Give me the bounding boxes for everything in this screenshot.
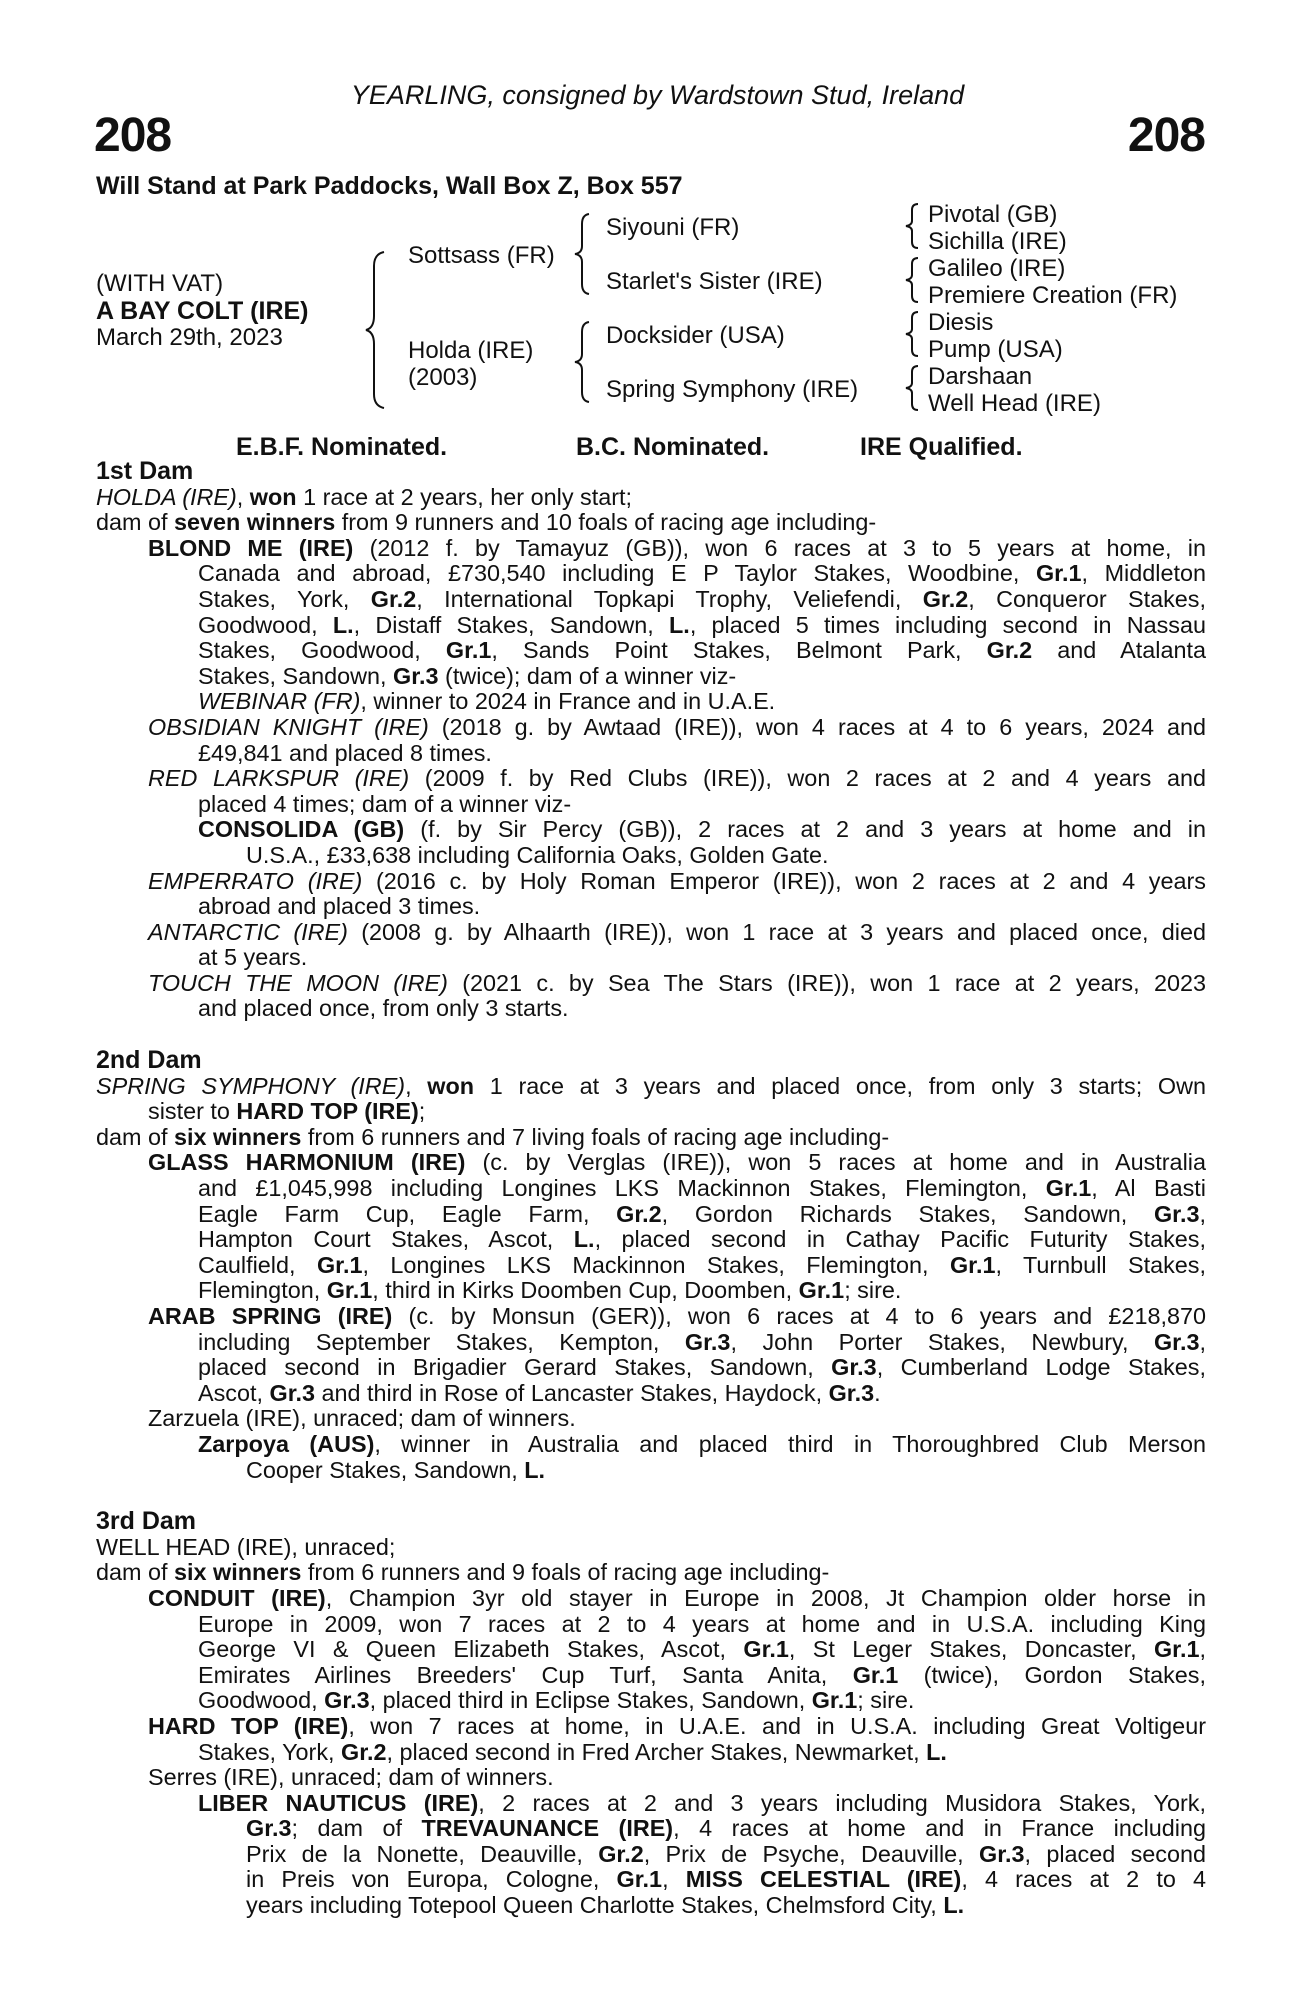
produce-entry-cont: Stakes, York, Gr.2, International Topkapi Trophy, Veliefendi, Gr.2, Conqueror Stakes, — [198, 586, 1206, 612]
produce-entry-cont: WEBINAR (FR), winner to 2024 in France and in U.A.E. — [198, 688, 776, 715]
produce-entry-cont: Stakes, York, Gr.2, placed second in Fred Archer Stakes, Newmarket, L. — [198, 1738, 947, 1765]
horse-name: A BAY COLT (IRE) — [96, 297, 309, 325]
produce-entry-cont: U.S.A., £33,638 including California Oaks, Golden Gate. — [246, 841, 829, 868]
brace-icon — [904, 256, 920, 304]
g3-name: Sichilla (IRE) — [928, 228, 1067, 255]
sire-name: Sottsass (FR) — [408, 242, 555, 269]
produce-entry-cont: Stakes, Goodwood, Gr.1, Sands Point Stakes, Belmont Park, Gr.2 and Atalanta — [198, 638, 1206, 664]
produce-entry-cont: abroad and placed 3 times. — [198, 893, 481, 920]
produce-entry-cont: Ascot, Gr.3 and third in Rose of Lancaster Stakes, Haydock, Gr.3. — [198, 1379, 881, 1406]
horse-dob: March 29th, 2023 — [96, 324, 283, 351]
produce-entry: Zarpoya (AUS), winner in Australia and placed third in Thoroughbred Club Merson — [198, 1431, 1206, 1457]
lot-number-left: 208 — [94, 109, 172, 162]
produce-entry: OBSIDIAN KNIGHT (IRE) (2018 g. by Awtaad (IRE)), won 4 races at 4 to 6 years, 2024 and — [148, 714, 1206, 740]
produce-entry-cont: £49,841 and placed 8 times. — [198, 739, 492, 766]
produce-entry-cont: Stakes, Sandown, Gr.3 (twice); dam of a winner viz- — [198, 662, 737, 689]
produce-entry: BLOND ME (IRE) (2012 f. by Tamayuz (GB)), won 6 races at 3 to 5 years at home, in — [148, 535, 1206, 561]
dam-year: (2003) — [408, 364, 478, 391]
produce-entry-cont: Goodwood, L., Distaff Stakes, Sandown, L., placed 5 times including second in Nassau — [198, 612, 1206, 638]
sire-sire-name: Siyouni (FR) — [606, 214, 740, 241]
sire-dam-name: Starlet's Sister (IRE) — [606, 268, 823, 295]
produce-entry: EMPERRATO (IRE) (2016 c. by Holy Roman Emperor (IRE)), won 2 races at 2 and 4 years — [148, 868, 1206, 894]
page-subtitle: YEARLING, consigned by Wardstown Stud, Ireland — [350, 80, 965, 110]
g3-name: Pivotal (GB) — [928, 201, 1058, 228]
second-dam-heading: 2nd Dam — [96, 1046, 202, 1075]
produce-entry: CONSOLIDA (GB) (f. by Sir Percy (GB)), 2 races at 2 and 3 years at home and in — [198, 817, 1206, 843]
g3-name: Galileo (IRE) — [928, 255, 1066, 282]
dam-name: Holda (IRE) — [408, 337, 534, 364]
produce-entry: RED LARKSPUR (IRE) (2009 f. by Red Clubs (IRE)), won 2 races at 2 and 4 years and — [148, 766, 1206, 792]
dam-dam-name: Spring Symphony (IRE) — [606, 376, 859, 403]
g3-name: Premiere Creation (FR) — [928, 282, 1178, 309]
second-dam-entry: SPRING SYMPHONY (IRE), won 1 race at 3 years and placed once, from only 3 starts; Own — [96, 1073, 1206, 1099]
produce-entry-cont: George VI & Queen Elizabeth Stakes, Ascot, Gr.1, St Leger Stakes, Doncaster, Gr.1, — [198, 1637, 1206, 1663]
produce-entry-cont: in Preis von Europa, Cologne, Gr.1, MISS CELESTIAL (IRE), 4 races at 2 to 4 — [246, 1867, 1206, 1893]
produce-entry-cont: Goodwood, Gr.3, placed third in Eclipse Stakes, Sandown, Gr.1; sire. — [198, 1687, 915, 1714]
brace-icon — [572, 212, 592, 296]
brace-icon — [904, 310, 920, 358]
produce-entry-cont: Canada and abroad, £730,540 including E P Taylor Stakes, Woodbine, Gr.1, Middleton — [198, 561, 1206, 587]
produce-entry-cont: Prix de la Nonette, Deauville, Gr.2, Prix de Psyche, Deauville, Gr.3, placed second — [246, 1841, 1206, 1867]
bc-nomination: B.C. Nominated. — [576, 433, 770, 461]
produce-entry-cont: placed 4 times; dam of a winner viz- — [198, 790, 572, 817]
g3-name: Darshaan — [928, 363, 1033, 390]
produce-entry-cont: Europe in 2009, won 7 races at 2 to 4 years at home and in U.S.A. including King — [198, 1611, 1206, 1637]
dam-sire-name: Docksider (USA) — [606, 322, 785, 349]
ire-qualified: IRE Qualified. — [860, 433, 1023, 461]
stand-location: Will Stand at Park Paddocks, Wall Box Z, Box 557 — [96, 172, 683, 200]
produce-entry-cont: placed second in Brigadier Gerard Stakes, Sandown, Gr.3, Cumberland Lodge Stakes, — [198, 1355, 1206, 1381]
produce-entry: Serres (IRE), unraced; dam of winners. — [148, 1764, 554, 1791]
ebf-nomination: E.B.F. Nominated. — [236, 433, 448, 461]
second-dam-entry-cont: sister to HARD TOP (IRE); — [148, 1098, 426, 1125]
produce-entry: Zarzuela (IRE), unraced; dam of winners. — [148, 1405, 576, 1432]
g3-name: Diesis — [928, 309, 994, 336]
produce-entry-cont: Cooper Stakes, Sandown, L. — [246, 1456, 546, 1483]
lot-number-right: 208 — [1127, 109, 1205, 162]
produce-entry-cont: Hampton Court Stakes, Ascot, L., placed second in Cathay Pacific Futurity Stakes, — [198, 1227, 1206, 1253]
produce-entry-cont: Eagle Farm Cup, Eagle Farm, Gr.2, Gordon Richards Stakes, Sandown, Gr.3, — [198, 1201, 1206, 1227]
produce-entry: GLASS HARMONIUM (IRE) (c. by Verglas (IRE)), won 5 races at home and in Australia — [148, 1150, 1206, 1176]
produce-entry-cont: Gr.3; dam of TREVAUNANCE (IRE), 4 races at home and in France including — [246, 1816, 1206, 1842]
produce-entry: ARAB SPRING (IRE) (c. by Monsun (GER)), won 6 races at 4 to 6 years and £218,870 — [148, 1304, 1206, 1329]
third-dam-entry: WELL HEAD (IRE), unraced; — [96, 1533, 396, 1560]
third-dam-summary: dam of six winners from 6 runners and 9 foals of racing age including- — [96, 1559, 830, 1586]
produce-entry: TOUCH THE MOON (IRE) (2021 c. by Sea The Stars (IRE)), won 1 race at 2 years, 2023 — [148, 970, 1206, 996]
produce-entry: CONDUIT (IRE), Champion 3yr old stayer in Europe in 2008, Jt Champion older horse in — [148, 1585, 1206, 1611]
second-dam-summary: dam of six winners from 6 runners and 7 living foals of racing age including- — [96, 1123, 890, 1150]
produce-entry: LIBER NAUTICUS (IRE), 2 races at 2 and 3 years including Musidora Stakes, York, — [198, 1790, 1206, 1816]
produce-entry-cont: and placed once, from only 3 starts. — [198, 995, 569, 1022]
produce-entry-cont: Caulfield, Gr.1, Longines LKS Mackinnon Stakes, Flemington, Gr.1, Turnbull Stakes, — [198, 1252, 1206, 1278]
produce-entry: HARD TOP (IRE), won 7 races at home, in U.A.E. and in U.S.A. including Great Voltigeur — [148, 1713, 1206, 1739]
produce-entry-cont: years including Totepool Queen Charlotte Stakes, Chelmsford City, L. — [246, 1892, 965, 1919]
g3-name: Pump (USA) — [928, 336, 1063, 363]
dam-entry: HOLDA (IRE), won 1 race at 2 years, her only start; — [96, 483, 632, 510]
produce-entry: ANTARCTIC (IRE) (2008 g. by Alhaarth (IRE)), won 1 race at 3 years and placed once, died — [148, 919, 1206, 945]
produce-entry-cont: including September Stakes, Kempton, Gr.3, John Porter Stakes, Newbury, Gr.3, — [198, 1329, 1206, 1355]
brace-icon — [904, 202, 920, 250]
brace-icon — [362, 250, 388, 410]
brace-icon — [572, 320, 592, 404]
produce-entry-cont: Flemington, Gr.1, third in Kirks Doomben Cup, Doomben, Gr.1; sire. — [198, 1277, 902, 1304]
dam-summary: dam of seven winners from 9 runners and 10 foals of racing age including- — [96, 509, 877, 536]
brace-icon — [904, 364, 920, 412]
produce-entry-cont: at 5 years. — [198, 944, 308, 971]
g3-name: Well Head (IRE) — [928, 390, 1101, 417]
produce-entry-cont: Emirates Airlines Breeders' Cup Turf, Santa Anita, Gr.1 (twice), Gordon Stakes, — [198, 1662, 1206, 1688]
third-dam-heading: 3rd Dam — [96, 1507, 197, 1536]
vat-note: (WITH VAT) — [96, 270, 224, 297]
produce-entry-cont: and £1,045,998 including Longines LKS Mackinnon Stakes, Flemington, Gr.1, Al Basti — [198, 1176, 1206, 1202]
produce-record — [96, 459, 1206, 1919]
first-dam-heading: 1st Dam — [96, 457, 194, 485]
